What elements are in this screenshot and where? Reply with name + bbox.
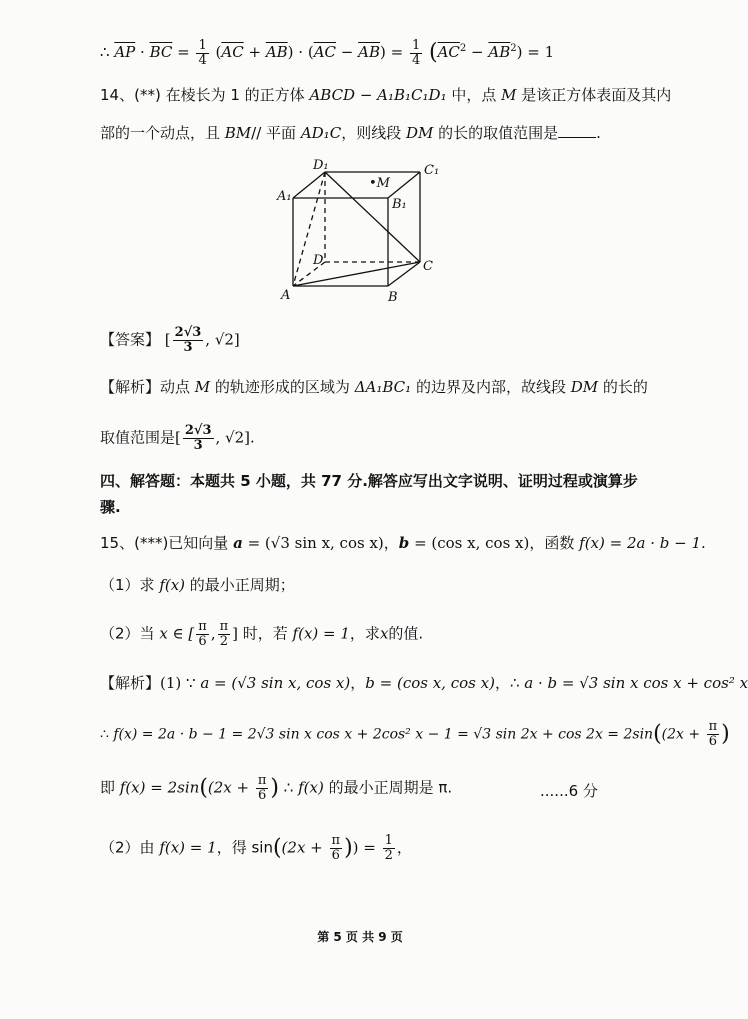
analysis14-line2: 取值范围是[ $\frac{2√3}{3}$ , √2]. xyxy=(100,423,255,453)
q14-line2: 部的一个动点，且 BM// 平面 AD₁C，则线段 DM 的长的取值范围是 . xyxy=(100,124,601,142)
page-footer: 第 5 页 共 9 页 xyxy=(317,930,403,944)
label-d: D xyxy=(313,253,324,268)
q15-part1: （1）求 f(x) 的最小正周期； xyxy=(100,576,295,594)
hidden-segment-d1a xyxy=(293,172,325,286)
solution-line3: 即 f(x) = 2sin((2x + $\frac{\pi}{6}$ ) ∴ f(x) 的最小正周期是 π. xyxy=(100,773,453,803)
top-equation: ∴ $\overline{AP} \cdot \overline{BC}$ = $\frac{1}{4}$ $(\overline{AC} + \overline{AB}) \cdot (\overline{AC} - \overline{AB})$ = $\frac{1}{4}$ $(\overline{AC}^2 - \overline{AB}^2) = 1$ xyxy=(100,37,555,68)
solution-line1: 【解析】(1) ∵ a = (√3 sin x, cos x)，b = (cos x, cos x)，∴ a · b = √3 sin x cos x + cos² x xyxy=(100,674,748,692)
q15-line1: 15、(***)已知向量 a = (√3 sin x, cos x)，b = (cos x, cos x)，函数 f(x) = 2a · b − 1. xyxy=(100,534,706,552)
edge-c1b1 xyxy=(388,172,420,198)
solution-line2: ∴ f(x) = 2a · b − 1 = 2√3 sin x cos x + 2cos² x − 1 = √3 sin 2x + cos 2x = 2sin((2x + $\frac{\pi}{6}$ ) xyxy=(100,719,730,749)
q15-part2: （2）当 x ∈ [ $\frac{\pi}{6}$ , $\frac{\pi}{2}$ ] 时，若 f(x) = 1，求x的值. xyxy=(100,619,424,649)
label-a1: A₁ xyxy=(277,189,292,204)
cube-figure xyxy=(275,158,465,308)
edge-d1a1 xyxy=(293,172,325,198)
label-c: C xyxy=(423,259,433,274)
label-b: B xyxy=(388,290,398,305)
score-mark: ......6 分 xyxy=(540,782,598,800)
answer-blank xyxy=(558,137,596,138)
label-b1: B₁ xyxy=(392,197,407,212)
section4-heading-cont: 骤. xyxy=(100,498,121,516)
label-c1: C₁ xyxy=(424,163,440,178)
q14-line1: 14、(**) 在棱长为 1 的正方体 ABCD − A₁B₁C₁D₁ 中，点 M 是该正方体表面及其内 xyxy=(100,86,672,104)
section4-heading: 四、解答题：本题共 5 小题，共 77 分.解答应写出文字说明、证明过程或演算步 xyxy=(100,472,638,490)
analysis14-line1: 【解析】动点 M 的轨迹形成的区域为 ΔA₁BC₁ 的边界及内部，故线段 DM 的长的 xyxy=(100,378,648,396)
solution-line4: （2）由 f(x) = 1，得 sin((2x + $\frac{\pi}{6}$ )) = $\frac{1}{2}$ ， xyxy=(100,833,412,863)
label-d1: D₁ xyxy=(313,158,329,173)
label-a: A xyxy=(281,288,291,303)
label-m: •M xyxy=(369,176,390,191)
answer-line: 【答案】 [ $\frac{2√3}{3}$ , √2] xyxy=(100,325,240,355)
